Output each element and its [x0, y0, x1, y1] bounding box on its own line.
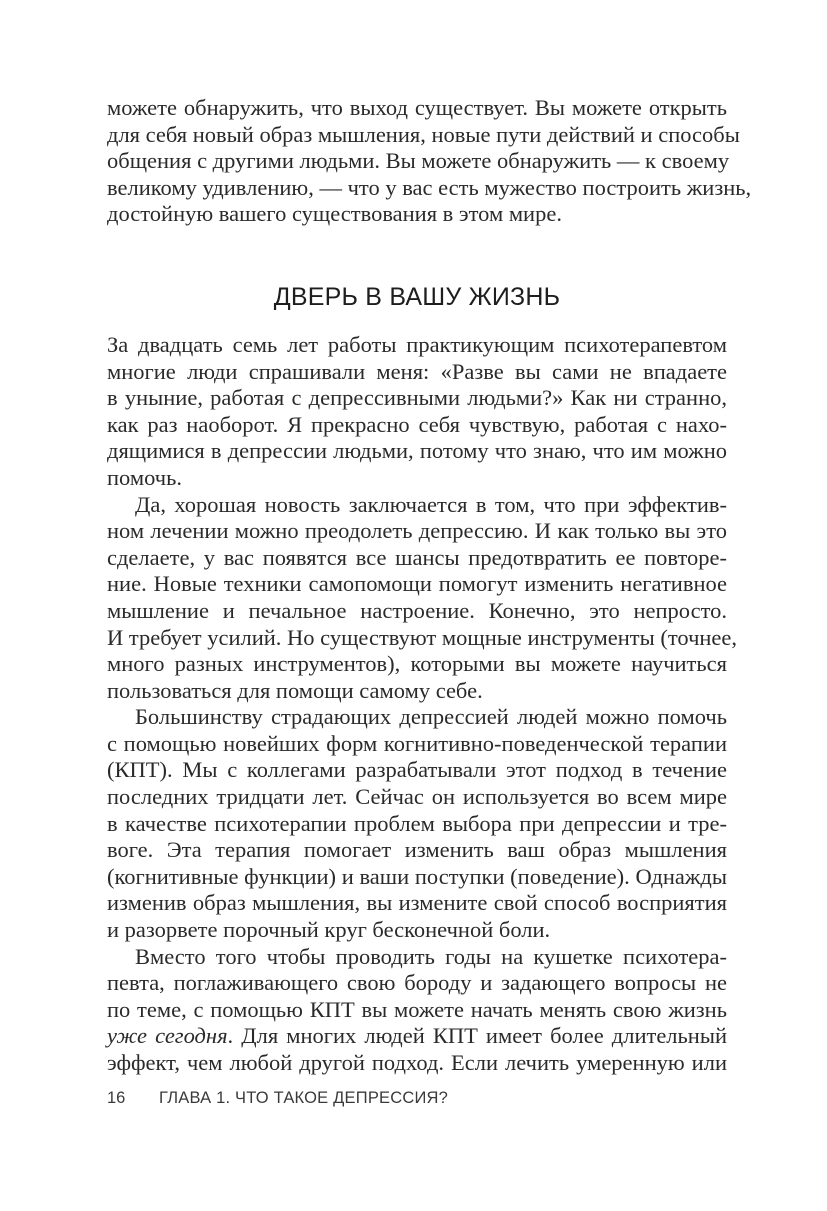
text-line: изменив образ мышления, вы измените свой способ восприятия	[107, 890, 727, 916]
paragraph-4	[107, 944, 727, 1077]
text-line: многие люди спрашивали меня: «Разве вы сами не впадаете	[107, 358, 727, 384]
text-line: Вместо того чтобы проводить годы на кушетке психотера-	[135, 943, 727, 969]
text-line: ном лечении можно преодолеть депрессию. И как только вы это	[107, 518, 727, 544]
text-line: достойную вашего существования в этом мире.	[107, 201, 562, 227]
text-line: для себя новый образ мышления, новые пути действий и способы	[107, 121, 740, 147]
page-number: 16	[107, 1089, 126, 1107]
text-line: с помощью новейших форм когнитивно-поведенческой терапии	[107, 730, 727, 756]
text-line: помочь.	[107, 464, 182, 490]
text-line: Да, хорошая новость заключается в том, что при эффектив-	[135, 491, 727, 517]
text-line: можете обнаружить, что выход существует. Вы можете открыть	[107, 95, 727, 120]
section-heading: ДВЕРЬ В ВАШУ ЖИЗНЬ	[273, 282, 561, 311]
running-head: ГЛАВА 1. ЧТО ТАКОЕ ДЕПРЕССИЯ?	[159, 1089, 449, 1107]
text-line: по теме, с помощью КПТ вы можете начать менять свою жизнь	[107, 996, 727, 1022]
text-line: много разных инструментов), которыми вы можете научиться	[107, 651, 727, 677]
text-line-with-emphasis	[107, 1023, 727, 1050]
text-line: общения с другими людьми. Вы можете обнаружить — к своему	[107, 148, 730, 174]
text-line: и разорвете порочный круг бесконечной боли.	[107, 917, 551, 943]
paragraph-1	[107, 332, 727, 492]
text-line: Большинству страдающих депрессией людей можно помочь	[135, 704, 727, 730]
paragraph-2	[107, 491, 738, 705]
section-body	[107, 331, 738, 1077]
text-line: За двадцать семь лет работы практикующим психотерапевтом	[107, 331, 727, 357]
text-line: эффект, чем любой другой подход. Если лечить умеренную или	[107, 1050, 727, 1075]
text-line: (когнитивные функции) и ваши поступки (поведение). Однажды	[107, 863, 727, 889]
text-line: мышление и печальное настроение. Конечно, это непросто.	[107, 597, 727, 623]
text-line: в уныние, работая с депрессивными людьми?» Как ни странно,	[107, 385, 727, 411]
text-line: певта, поглаживающего свою бороду и задающего вопросы не	[107, 970, 727, 996]
paragraph-3	[107, 704, 727, 943]
intro-paragraph	[107, 95, 752, 228]
page-footer	[107, 1089, 448, 1108]
text-line: сделаете, у вас появятся все шансы предотвратить ее повторе-	[107, 544, 727, 570]
text-line: последних тридцати лет. Сейчас он используется во всем мире	[107, 784, 727, 810]
text-line: (КПТ). Мы с коллегами разрабатывали этот подход в течение	[107, 757, 727, 783]
emphasis-text: уже сегодня	[107, 1023, 228, 1049]
book-page	[107, 95, 752, 1077]
text-line: великому удивлению, — что у вас есть мужество построить жизнь,	[107, 174, 752, 200]
text-line: ние. Новые техники самопомощи помогут изменить негативное	[107, 571, 727, 597]
text-line: в качестве психотерапии проблем выбора при депрессии и тре-	[107, 810, 727, 836]
text-line: И требует усилий. Но существуют мощные инструменты (точнее,	[107, 624, 738, 650]
text-line: воге. Эта терапия помогает изменить ваш образ мышления	[107, 837, 727, 863]
text-line: пользоваться для помощи самому себе.	[107, 677, 483, 703]
text-line: как раз наоборот. Я прекрасно себя чувствую, работая с нахо-	[107, 411, 727, 437]
text-line: дящимися в депрессии людьми, потому что знаю, что им можно	[107, 438, 727, 464]
text-fragment: . Для многих людей КПТ имеет более длительный	[227, 1023, 727, 1049]
